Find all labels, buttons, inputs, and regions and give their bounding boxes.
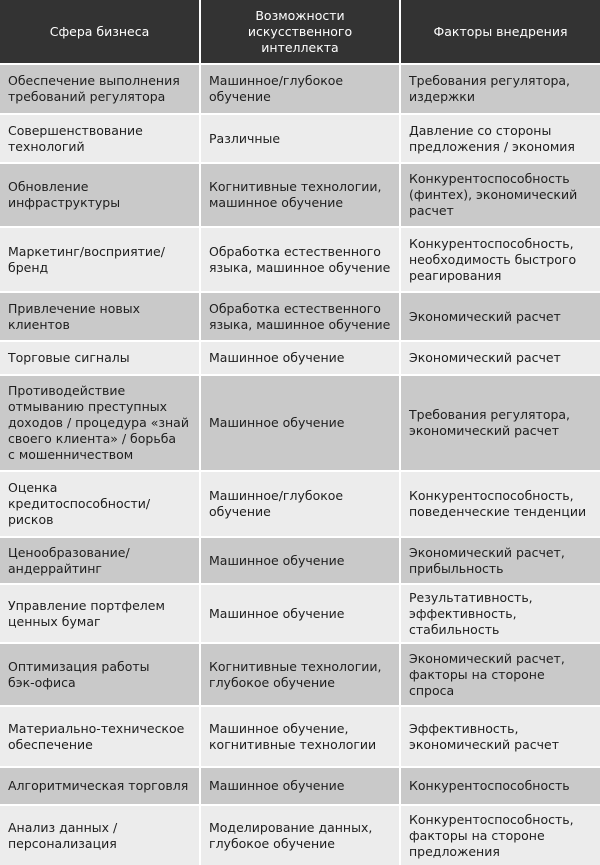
table-row (0, 227, 600, 292)
business-area-cell: Материально-техническое обеспечение (0, 706, 200, 767)
ai-capability-cell: Обработка естественного языка, машинное обучение (200, 227, 400, 292)
adoption-factor-cell: Экономический расчет, факторы на стороне спроса (400, 643, 600, 706)
table-row (0, 114, 600, 163)
table-row (0, 643, 600, 706)
header-row (0, 0, 600, 64)
business-area-cell: Совершенствование технологий (0, 114, 200, 163)
business-area-cell: Алгоритмическая торговля (0, 767, 200, 805)
header-business-area: Сфера бизнеса (0, 0, 200, 64)
business-area-cell: Обновление инфраструктуры (0, 163, 200, 227)
ai-capability-cell: Различные (200, 114, 400, 163)
table-row (0, 375, 600, 471)
ai-capability-cell: Моделирование данных, глубокое обучение (200, 805, 400, 865)
ai-capability-cell: Машинное обучение, когнитивные технологии (200, 706, 400, 767)
adoption-factor-cell: Экономический расчет (400, 292, 600, 341)
ai-capability-cell: Когнитивные технологии, машинное обучение (200, 163, 400, 227)
business-area-cell: Маркетинг/восприятие/ бренд (0, 227, 200, 292)
table-row (0, 537, 600, 584)
table-row (0, 163, 600, 227)
adoption-factor-cell: Требования регулятора, экономический расчет (400, 375, 600, 471)
table-row (0, 341, 600, 375)
business-area-cell: Оценка кредитоспособности/ рисков (0, 471, 200, 537)
ai-capability-cell: Машинное обучение (200, 537, 400, 584)
ai-capability-cell: Машинное обучение (200, 341, 400, 375)
ai-capability-cell: Обработка естественного языка, машинное обучение (200, 292, 400, 341)
adoption-factor-cell: Результативность, эффективность, стабильность (400, 584, 600, 643)
ai-capability-cell: Машинное/глубокое обучение (200, 64, 400, 114)
adoption-factor-cell: Экономический расчет (400, 341, 600, 375)
table-row (0, 706, 600, 767)
adoption-factor-cell: Конкурентоспособность, необходимость быстрого реагирования (400, 227, 600, 292)
business-area-cell: Торговые сигналы (0, 341, 200, 375)
ai-capability-cell: Машинное обучение (200, 584, 400, 643)
ai-capability-cell: Когнитивные технологии, глубокое обучение (200, 643, 400, 706)
table-row (0, 471, 600, 537)
adoption-factor-cell: Конкурентоспособность, поведенческие тенденции (400, 471, 600, 537)
business-area-cell: Привлечение новых клиентов (0, 292, 200, 341)
ai-capability-cell: Машинное обучение (200, 375, 400, 471)
business-area-cell: Обеспечение выполнения требований регулятора (0, 64, 200, 114)
table-row (0, 584, 600, 643)
ai-capability-cell: Машинное/глубокое обучение (200, 471, 400, 537)
ai-capability-cell: Машинное обучение (200, 767, 400, 805)
table-row (0, 767, 600, 805)
business-area-cell: Управление портфелем ценных бумаг (0, 584, 200, 643)
business-area-cell: Ценообразование/ андеррайтинг (0, 537, 200, 584)
header-ai-capabilities: Возможности искусственного интеллекта (200, 0, 400, 64)
adoption-factor-cell: Экономический расчет, прибыльность (400, 537, 600, 584)
adoption-factor-cell: Давление со стороны предложения / экономия (400, 114, 600, 163)
business-area-cell: Противодействие отмыванию преступных доходов / процедура «знай своего клиента» / борьба с мошенничеством (0, 375, 200, 471)
header-adoption-factors: Факторы внедрения (400, 0, 600, 64)
table-row (0, 64, 600, 114)
adoption-factor-cell: Эффективность, экономический расчет (400, 706, 600, 767)
adoption-factor-cell: Конкурентоспособность (финтех), экономический расчет (400, 163, 600, 227)
adoption-factor-cell: Конкурентоспособность, факторы на стороне предложения (400, 805, 600, 865)
table-row (0, 292, 600, 341)
adoption-factor-cell: Конкурентоспособность (400, 767, 600, 805)
business-area-cell: Оптимизация работы бэк-офиса (0, 643, 200, 706)
adoption-factor-cell: Требования регулятора, издержки (400, 64, 600, 114)
table-row (0, 805, 600, 865)
business-area-cell: Анализ данных / персонализация (0, 805, 200, 865)
